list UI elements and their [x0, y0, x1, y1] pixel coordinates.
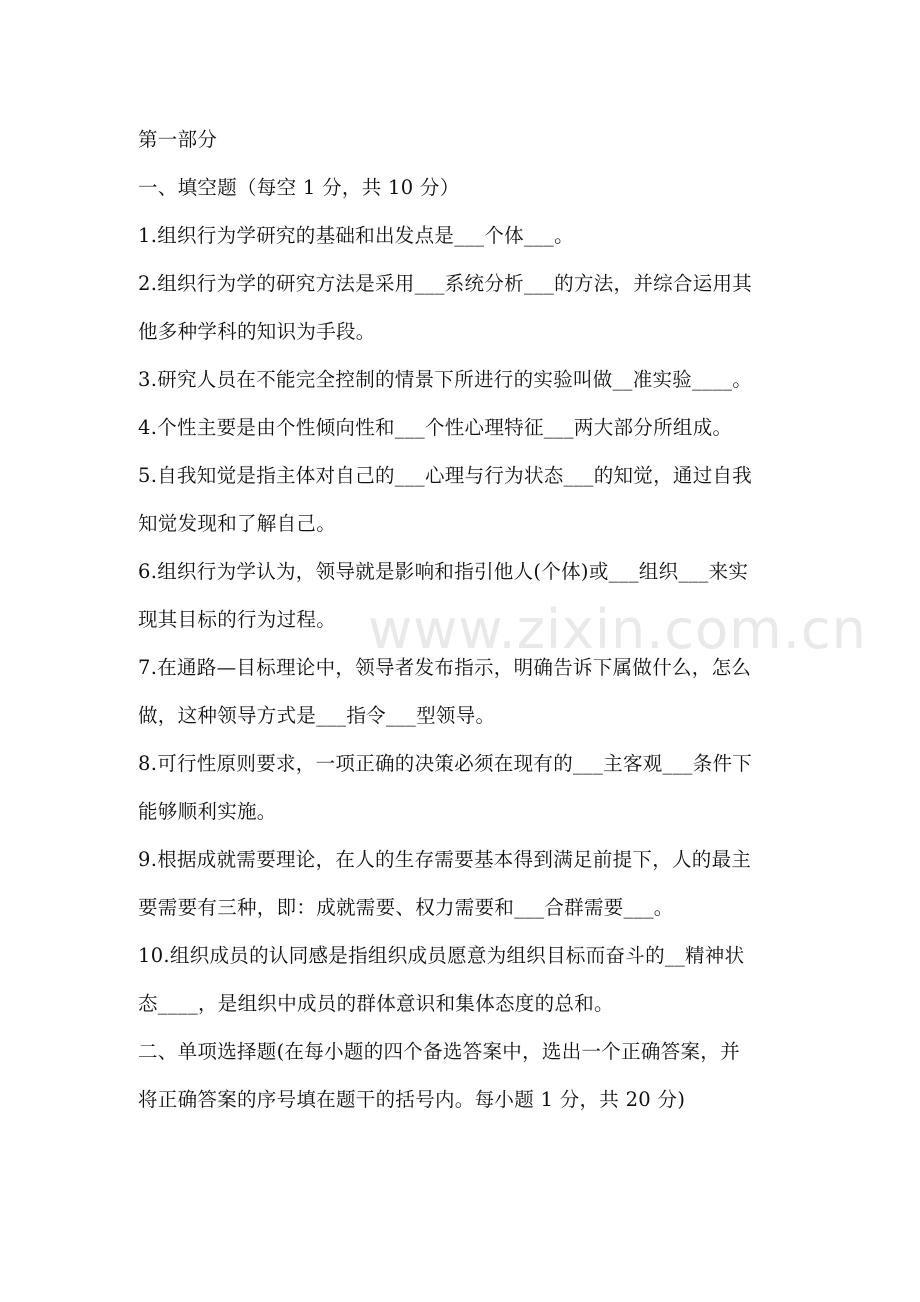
watermark: www.zixin.com.cn [368, 598, 867, 661]
question-text: 2.组织行为学的研究方法是采用___系统分析___的方法，并综合运用其 [138, 272, 753, 295]
question-text: 9.根据成就需要理论，在人的生存需要基本得到满足前提下，人的最主 [138, 848, 752, 871]
question-text: 10.组织成员的认同感是指组织成员愿意为组织目标而奋斗的__精神状 [138, 944, 745, 967]
section-heading: 第一部分 [138, 128, 218, 151]
question-text: 他多种学科的知识为手段。 [138, 320, 376, 343]
question-text: 3.研究人员在不能完全控制的情景下所进行的实验叫做__准实验____。 [138, 368, 753, 391]
question-text: 要需要有三种，即：成就需要、权力需要和___合群需要___。 [138, 896, 674, 919]
question-group-heading: 将正确答案的序号填在题干的括号内。每小题 1 分，共 20 分) [138, 1088, 686, 1111]
question-text: 做，这种领导方式是___指令___型领导。 [138, 704, 496, 727]
question-text: 现其目标的行为过程。 [138, 608, 337, 631]
document-body [138, 116, 784, 1124]
question-text: 能够顺利实施。 [138, 800, 277, 823]
question-text: 知觉发现和了解自己。 [138, 512, 337, 535]
question-text: 5.自我知觉是指主体对自己的___心理与行为状态___的知觉，通过自我 [138, 464, 753, 487]
question-group-heading: 一、填空题（每空 1 分，共 10 分） [138, 176, 460, 199]
question-text: 1.组织行为学研究的基础和出发点是___个体___。 [138, 224, 574, 247]
question-text: 7.在通路—目标理论中，领导者发布指示，明确告诉下属做什么，怎么 [138, 656, 752, 679]
question-text: 8.可行性原则要求，一项正确的决策必须在现有的___主客观___条件下 [138, 752, 753, 775]
question-text: 态____，是组织中成员的群体意识和集体态度的总和。 [138, 992, 614, 1015]
question-text: 4.个性主要是由个性倾向性和___个性心理特征___两大部分所组成。 [138, 416, 733, 439]
question-text: 6.组织行为学认为，领导就是影响和指引他人(个体)或___组织___来实 [138, 560, 749, 583]
question-group-heading: 二、单项选择题(在每小题的四个备选答案中，选出一个正确答案，并 [138, 1040, 740, 1063]
